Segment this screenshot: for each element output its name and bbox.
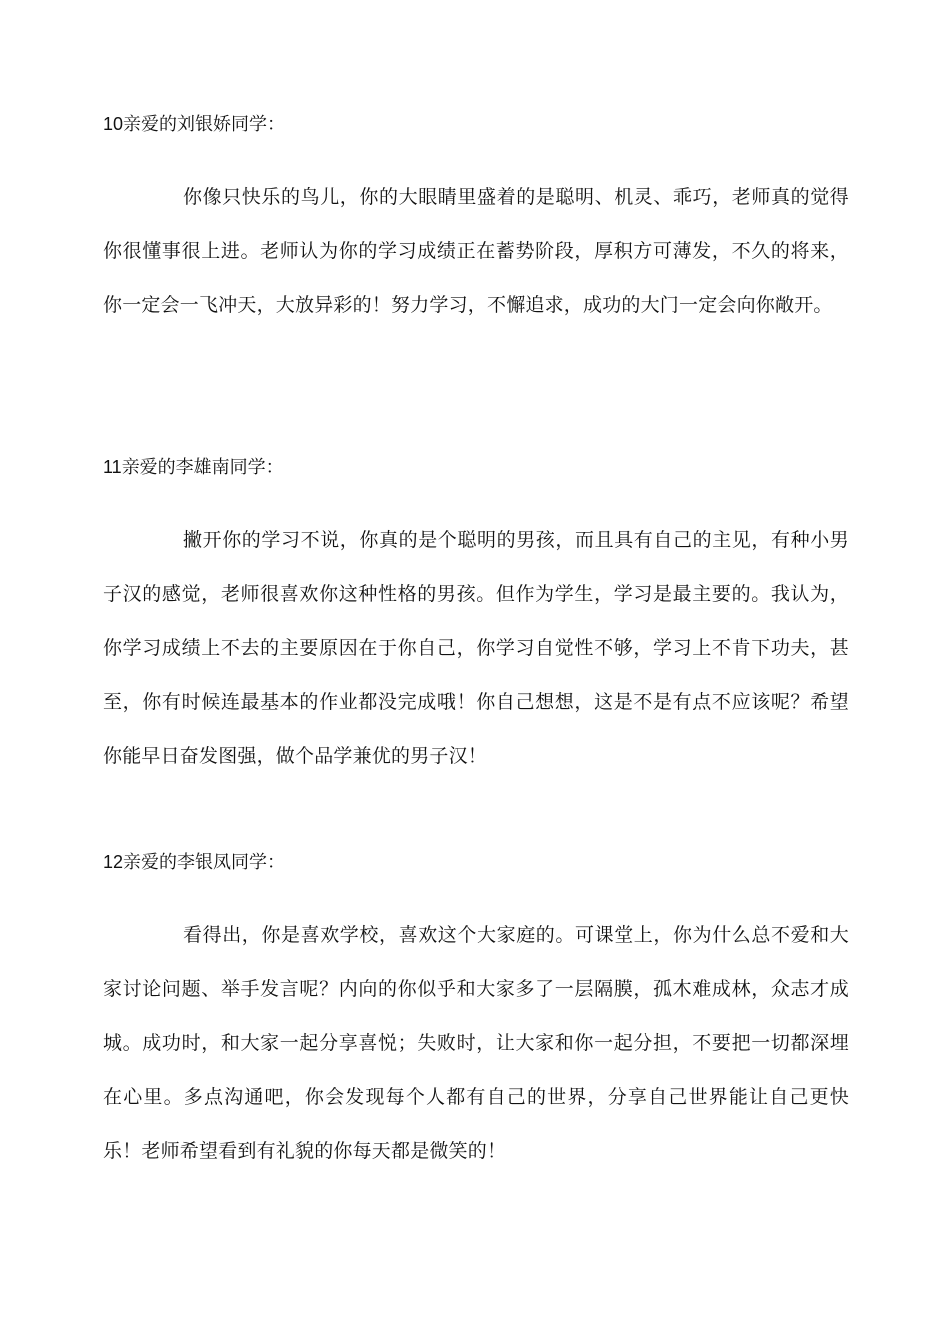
section-heading	[103, 850, 285, 875]
section-heading	[103, 455, 284, 480]
section-paragraph: 你像只快乐的鸟儿，你的大眼睛里盛着的是聪明、机灵、乖巧，老师真的觉得你很懂事很上进。老师认为你的学习成绩正在蓄势阶段，厚积方可薄发，不久的将来，你一定会一飞冲天，大放异彩的！努力学习，不懈追求，成功的大门一定会向你敞开。	[103, 186, 849, 316]
section-title: 亲爱的刘银娇同学：	[123, 114, 286, 135]
section-number: 11	[103, 457, 122, 477]
section-paragraph: 看得出，你是喜欢学校，喜欢这个大家庭的。可课堂上，你为什么总不爱和大家讨论问题、举手发言呢？内向的你似乎和大家多了一层隔膜，孤木难成林，众志才成城。成功时，和大家一起分享喜悦；失败时，让大家和你一起分担，不要把一切都深埋在心里。多点沟通吧，你会发现每个人都有自己的世界，分享自己世界能让自己更快乐！老师希望看到有礼貌的你每天都是微笑的！	[103, 924, 849, 1162]
section-number: 12	[103, 852, 124, 872]
section-paragraph: 撇开你的学习不说，你真的是个聪明的男孩，而且具有自己的主见，有种小男子汉的感觉，老师很喜欢你这种性格的男孩。但作为学生，学习是最主要的。我认为，你学习成绩上不去的主要原因在于你自己，你学习自觉性不够，学习上不肯下功夫，甚至，你有时候连最基本的作业都没完成哦！你自己想想，这是不是有点不应该呢？希望你能早日奋发图强，做个品学兼优的男子汉！	[103, 529, 849, 767]
section-title: 亲爱的李雄南同学：	[121, 457, 284, 478]
section-heading	[103, 112, 285, 137]
section-number: 10	[103, 114, 124, 134]
section-title: 亲爱的李银凤同学：	[123, 852, 286, 873]
